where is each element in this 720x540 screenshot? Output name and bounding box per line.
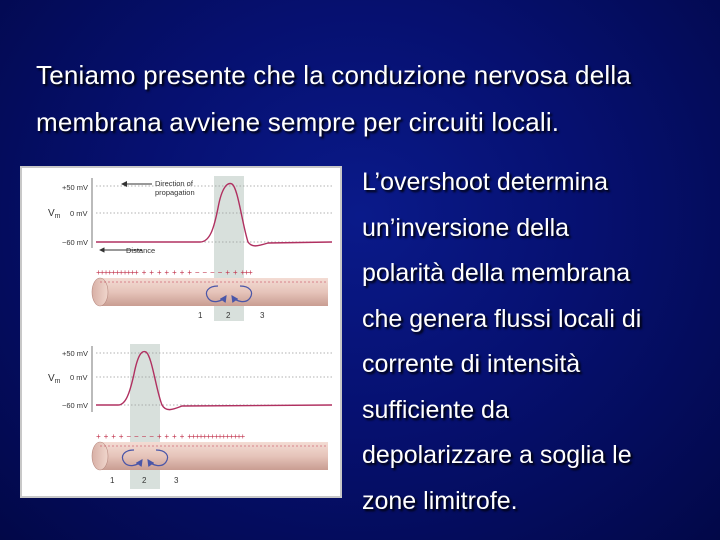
body-line-3: polarità della membrana	[362, 259, 631, 287]
top-zone-3: 3	[260, 311, 265, 320]
top-zone-2: 2	[226, 311, 231, 320]
top-label-0: 0 mV	[70, 209, 88, 218]
bottom-zone-1: 1	[110, 476, 115, 485]
top-zone-1: 1	[198, 311, 203, 320]
body-line-1: L’overshoot determina	[362, 168, 608, 196]
bottom-label-minus60: −60 mV	[62, 401, 89, 410]
slide-title-line-1: Teniamo presente che la conduzione nervosa della	[36, 60, 631, 90]
action-potential-diagram	[22, 168, 340, 496]
bottom-charges-outer: + + + + − − − − + + + + +++++++++++++++	[96, 433, 245, 442]
body-line-8: zone limitrofe.	[362, 486, 518, 515]
top-charges-outer: +++++++++++ + + + + + + + − − − − + + +++	[96, 269, 252, 278]
action-potential-figure	[20, 166, 342, 498]
bottom-label-0: 0 mV	[70, 373, 88, 382]
top-label-minus60: −60 mV	[62, 238, 89, 247]
slide-title	[36, 52, 696, 146]
slide-title-line-2: membrana avviene sempre per circuiti locali.	[36, 107, 560, 137]
top-label-plus50: +50 mV	[62, 183, 89, 192]
slide-body-text	[362, 160, 702, 524]
body-line-2: un’inversione della	[362, 213, 570, 242]
top-panel	[48, 176, 332, 321]
bottom-vm-label: $V_m$	[48, 373, 61, 385]
body-line-6: sufficiente da	[362, 395, 509, 424]
body-line-5: corrente di intensità	[362, 350, 581, 378]
top-distance-label: Distance	[126, 246, 156, 255]
bottom-panel	[48, 344, 332, 489]
bottom-zone-2: 2	[142, 476, 147, 485]
top-direction-line1: Direction of	[155, 179, 193, 188]
body-line-4: che genera flussi locali di	[362, 304, 642, 333]
top-direction-line2: propagation	[155, 188, 195, 197]
bottom-zone-3: 3	[174, 476, 179, 485]
bottom-label-plus50: +50 mV	[62, 349, 89, 358]
body-line-7: depolarizzare a soglia le	[362, 441, 632, 469]
top-vm-label: $V_m$	[48, 208, 61, 220]
